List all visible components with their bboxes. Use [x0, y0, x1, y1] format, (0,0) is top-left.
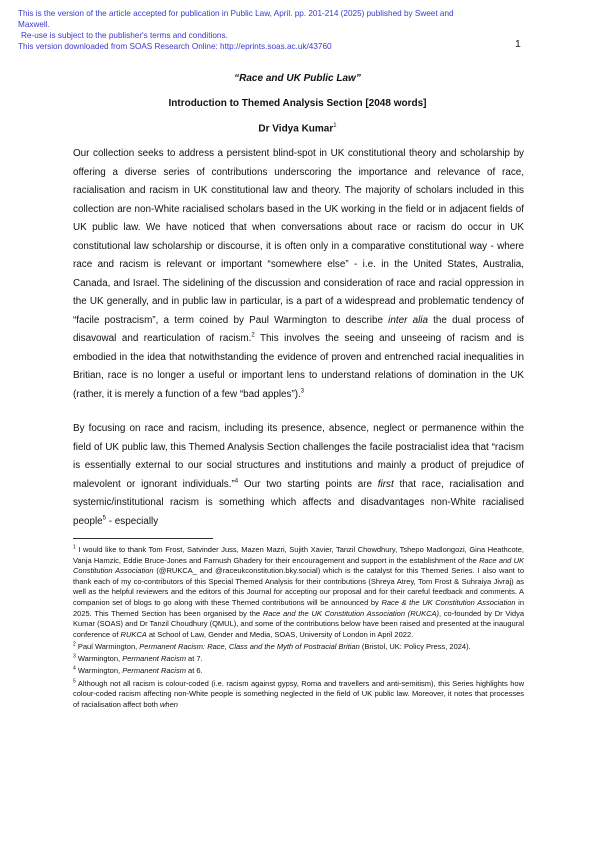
article-title: “Race and UK Public Law”	[234, 73, 361, 84]
author-name: Dr Vidya Kumar	[258, 123, 334, 135]
footnote-text: , co-founded by Dr Vidya Kumar (SOAS) and Dr Tanzil Choudhury (QMUL), and some of the contributions below have been raised and presented at the inaugural conference of	[73, 608, 524, 639]
footnote-text: Warmington,	[75, 654, 123, 664]
footnote-italic: Race and UK Constitution Association	[73, 555, 524, 576]
footnote-number: 1	[73, 544, 76, 551]
footnote-number: 4	[73, 665, 76, 672]
page-number: 1	[515, 38, 521, 50]
footnotes	[73, 545, 524, 712]
footnote-text: I would like to thank Tom Frost, Satvinder Juss, Mazen Mazri, Sujith Xavier, Tanzil Chowdhury, Tshepo Madlongozi, Gina Heathcote, Vanja Hamzic, Eddie Bruce-Jones and Farnush Ghadery for their encouragement and support in the establishment of the	[73, 545, 524, 565]
footnote-text: Warmington,	[75, 666, 123, 676]
author-line	[0, 123, 595, 134]
footnote-italic: Permanent Racism: Race, Class and the Myth of Postracial Britian	[139, 641, 360, 651]
footnote-text: Paul Warmington,	[75, 641, 140, 651]
paragraph-italic: first	[377, 478, 394, 490]
paragraph-text: By focusing on race and racism, including its presence, absence, neglect or permanence within the field of UK public law, this Themed Analysis Section challenges the facile postracialist idea that “racism is essentially external to our social structures and institutions and mainly a product of prejudice of malevolent or ignorant individuals.”	[73, 423, 524, 490]
footnote-2	[73, 642, 524, 653]
footnote-text: (@RUKCA_ and @raceukconstitution.bky.social) which is the catalyst for this Themed Series. I also want to thank each of my co-contributors of this Special Themed Analysis for their contributions (Shreya Atrey, Tom Frost & Suhraiya Jivraj) as well as the helpful reviewers and the editors of this Journal for accepting our proposal and for their careful feedback and comments. A companion set of blogs to go along with these Themed contributions will be announced by	[73, 566, 524, 607]
body-paragraph-1	[73, 145, 524, 404]
footnote-italic: RUKCA	[120, 629, 147, 639]
paragraph-text: the dual process of disavowal and rearticulation of racism.	[73, 314, 525, 344]
footnote-3	[73, 654, 524, 665]
footnote-italic: Race & the UK Constitution Association	[381, 597, 516, 607]
footnote-divider	[73, 538, 213, 539]
paragraph-italic: inter alia	[388, 314, 428, 326]
reuse-notice-line: Re-use is subject to the publisher's terms and conditions.	[21, 31, 228, 40]
footnote-italic: Permanent Racism	[122, 666, 186, 676]
footnote-italic: when	[160, 699, 178, 709]
footnote-ref-5[interactable]: 5	[102, 515, 106, 522]
author-footnote-ref[interactable]: 1	[333, 123, 337, 129]
footnote-text: (Bristol, UK: Policy Press, 2024).	[359, 641, 471, 651]
paragraph-text: that race, racialisation and systemic/institutional racism is something which affects and disadvantages non-White racialised people	[73, 478, 524, 527]
paragraph-text: Our two starting points are	[238, 478, 378, 490]
download-source-line: This version downloaded from SOAS Research Online: http://eprints.soas.ac.uk/43760	[18, 42, 332, 51]
footnote-ref-4[interactable]: 4	[234, 478, 239, 485]
footnote-text: in 2025. This Themed Section has been organised by the	[73, 597, 524, 618]
footnote-4	[73, 666, 524, 677]
article-subtitle: Introduction to Themed Analysis Section [2048 words]	[168, 98, 427, 109]
footnote-text: Although not all racism is colour-coded (i.e. racism against gypsy, Roma and travellers and anti-semitism), this Series highlights how colour-coded racism affecting non-White people is something neglected in the field of UK public law. Moreover, it notes that processes of racialisation affect both	[73, 678, 524, 709]
publication-notice	[18, 8, 488, 52]
footnote-italic: Permanent Racism	[122, 654, 186, 664]
paragraph-text: Our collection seeks to address a persistent blind-spot in UK constitutional theory and scholarship by offering a diverse series of contributions underscoring the importance and relevance of race, racialisation and racism in UK constitutional law and theory. The majority of scholars included in this collection are non-White racialised scholars based in the UK working in the field or in adjacent fields of UK public law. We have noticed that when conversations about race or racism do occur in UK constitutional law scholarship or discourse, it is often only in a comparative constitutional way - where race and racism is relevant or important “somewhere else” - i.e. in the United States, Australia, Canada, and Israel. The sidelining of the discussion and consideration of race and racial oppression in the UK generally, and in public law in particular, is a part of a widespread and problematic tendency of “facile postracism”, a term coined by Paul Warmington to describe	[73, 148, 524, 326]
footnote-text: at School of Law, Gender and Media, SOAS, University of London in April 2022.	[146, 629, 414, 639]
paragraph-text: - especially	[106, 515, 159, 527]
footnote-text: at 6.	[185, 666, 203, 676]
footnote-text: at 7.	[185, 654, 203, 664]
body-paragraph-2	[73, 420, 524, 531]
footnote-1	[73, 545, 524, 640]
footnote-ref-3[interactable]: 3	[300, 388, 305, 395]
paragraph-text: This involves the seeing and unseeing of racism and is embodied in the idea that notwithstanding the evidence of proven and entrenched racial inequalities in Britian, race is no longer a useful or important lens to understand relations of domination in the UK (rather, it is merely a function of a few “bad apples”).	[73, 333, 524, 400]
footnote-italic: Race and the UK Constitution Association (RUKCA)	[262, 608, 439, 618]
footnote-number: 3	[73, 653, 76, 660]
footnote-number: 5	[73, 678, 76, 684]
footnote-number: 2	[73, 641, 76, 648]
publication-notice-line: This is the version of the article accepted for publication in Public Law, April. pp. 201-214 (2025) published by Sweet and Maxwell.	[18, 9, 454, 29]
footnote-5	[73, 679, 524, 711]
footnote-ref-2[interactable]: 2	[251, 332, 255, 339]
